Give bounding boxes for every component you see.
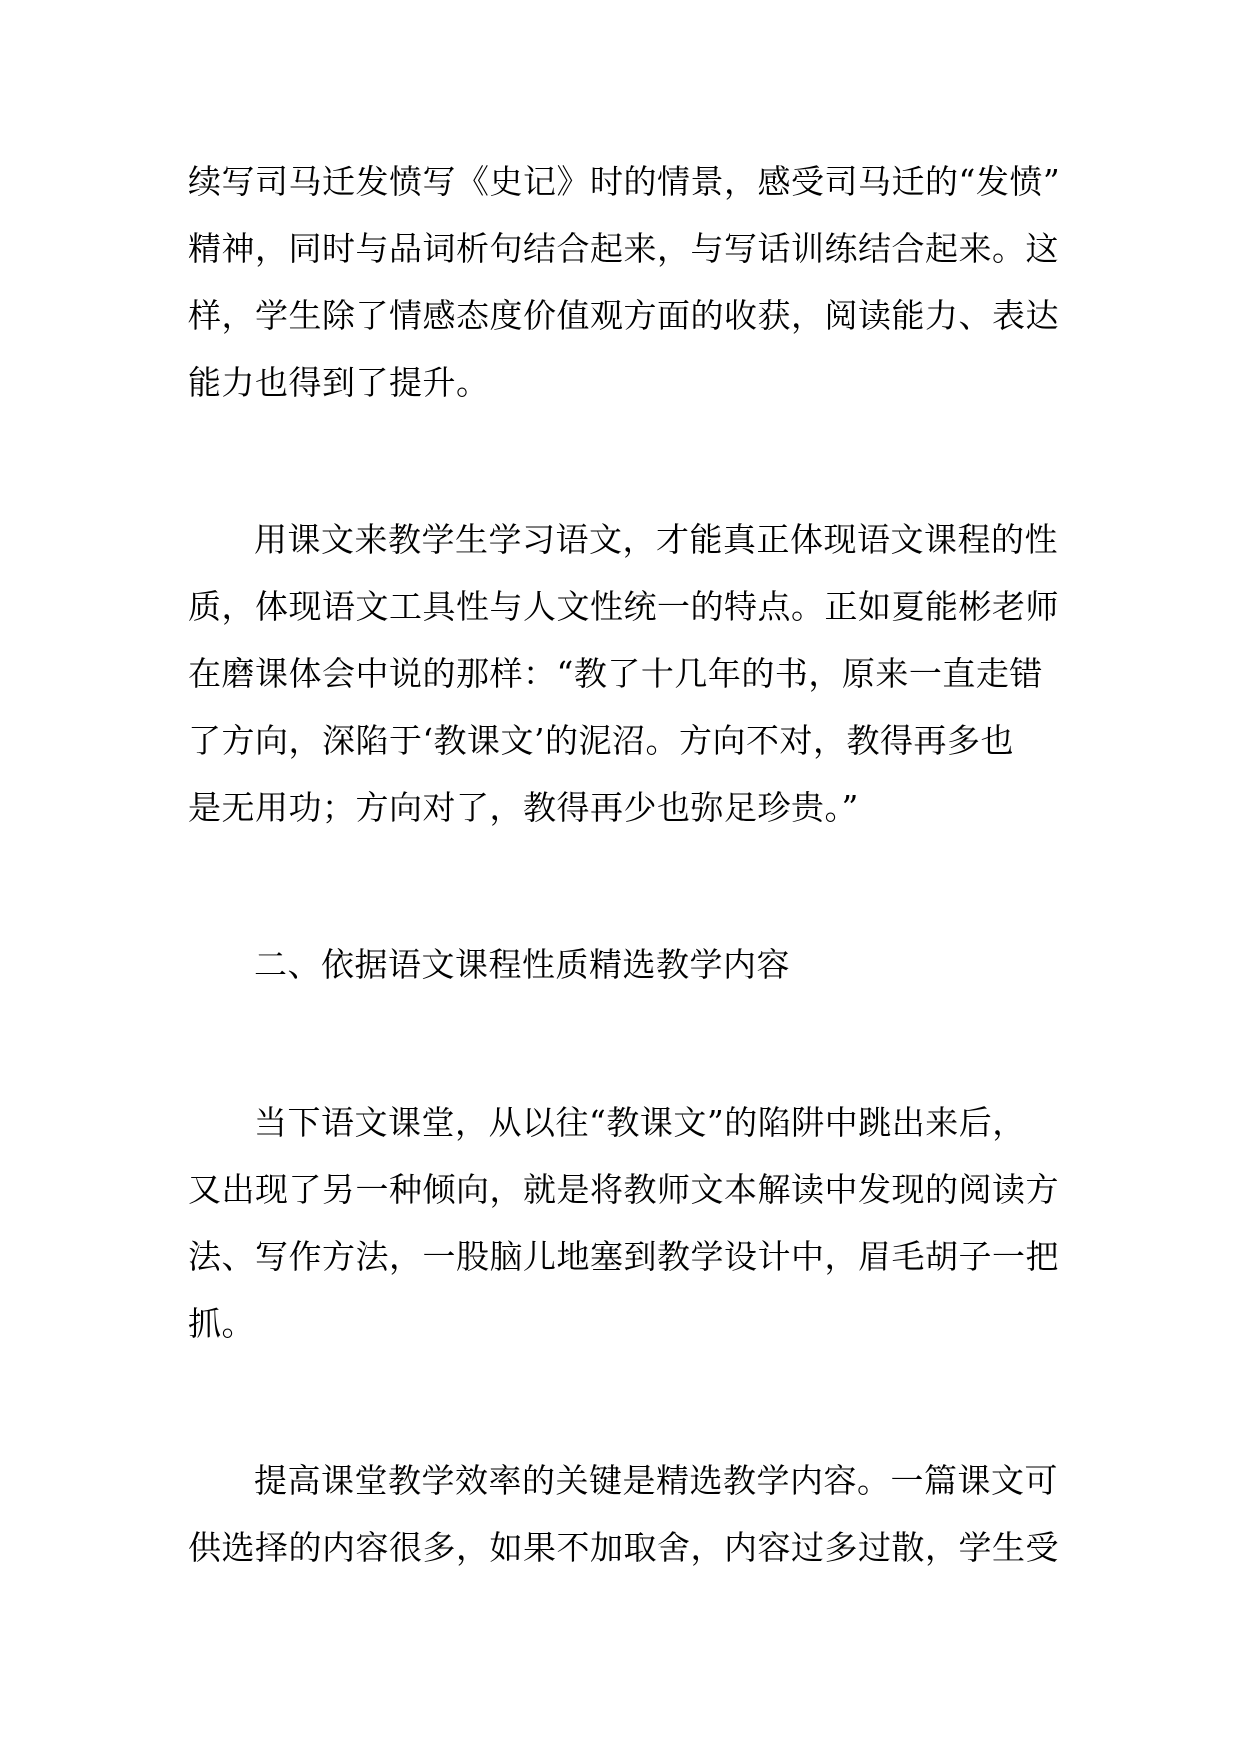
paragraph-line: 了方向，深陷于‘教课文’的泥沼。方向不对，教得再多也 bbox=[188, 721, 1014, 760]
paragraph-line: 抓。 bbox=[188, 1304, 255, 1343]
paragraph-line: 供选择的内容很多，如果不加取舍，内容过多过散，学生受 bbox=[188, 1528, 1059, 1567]
paragraph-line: 当下语文课堂，从以往“教课文”的陷阱中跳出来后， bbox=[254, 1103, 1026, 1142]
paragraph-line: 用课文来教学生学习语文，才能真正体现语文课程的性 bbox=[254, 520, 1058, 559]
paragraph-line: 又出现了另一种倾向，就是将教师文本解读中发现的阅读方 bbox=[188, 1170, 1059, 1209]
paragraph-line: 提高课堂教学效率的关键是精选教学内容。一篇课文可 bbox=[254, 1461, 1058, 1500]
paragraph-line: 能力也得到了提升。 bbox=[188, 363, 490, 402]
paragraph-line: 精神，同时与品词析句结合起来，与写话训练结合起来。这 bbox=[188, 229, 1059, 268]
paragraph-line: 样，学生除了情感态度价值观方面的收获，阅读能力、表达 bbox=[188, 296, 1059, 335]
paragraph-line: 质，体现语文工具性与人文性统一的特点。正如夏能彬老师 bbox=[188, 587, 1059, 626]
section-heading: 二、依据语文课程性质精选教学内容 bbox=[254, 945, 790, 984]
paragraph-line: 续写司马迁发愤写《史记》时的情景，感受司马迁的“发愤” bbox=[188, 162, 1061, 201]
paragraph-line: 在磨课体会中说的那样：“教了十几年的书，原来一直走错 bbox=[188, 654, 1043, 693]
paragraph-line: 法、写作方法，一股脑儿地塞到教学设计中，眉毛胡子一把 bbox=[188, 1237, 1059, 1276]
paragraph-line: 是无用功；方向对了，教得再少也弥足珍贵。” bbox=[188, 788, 859, 827]
